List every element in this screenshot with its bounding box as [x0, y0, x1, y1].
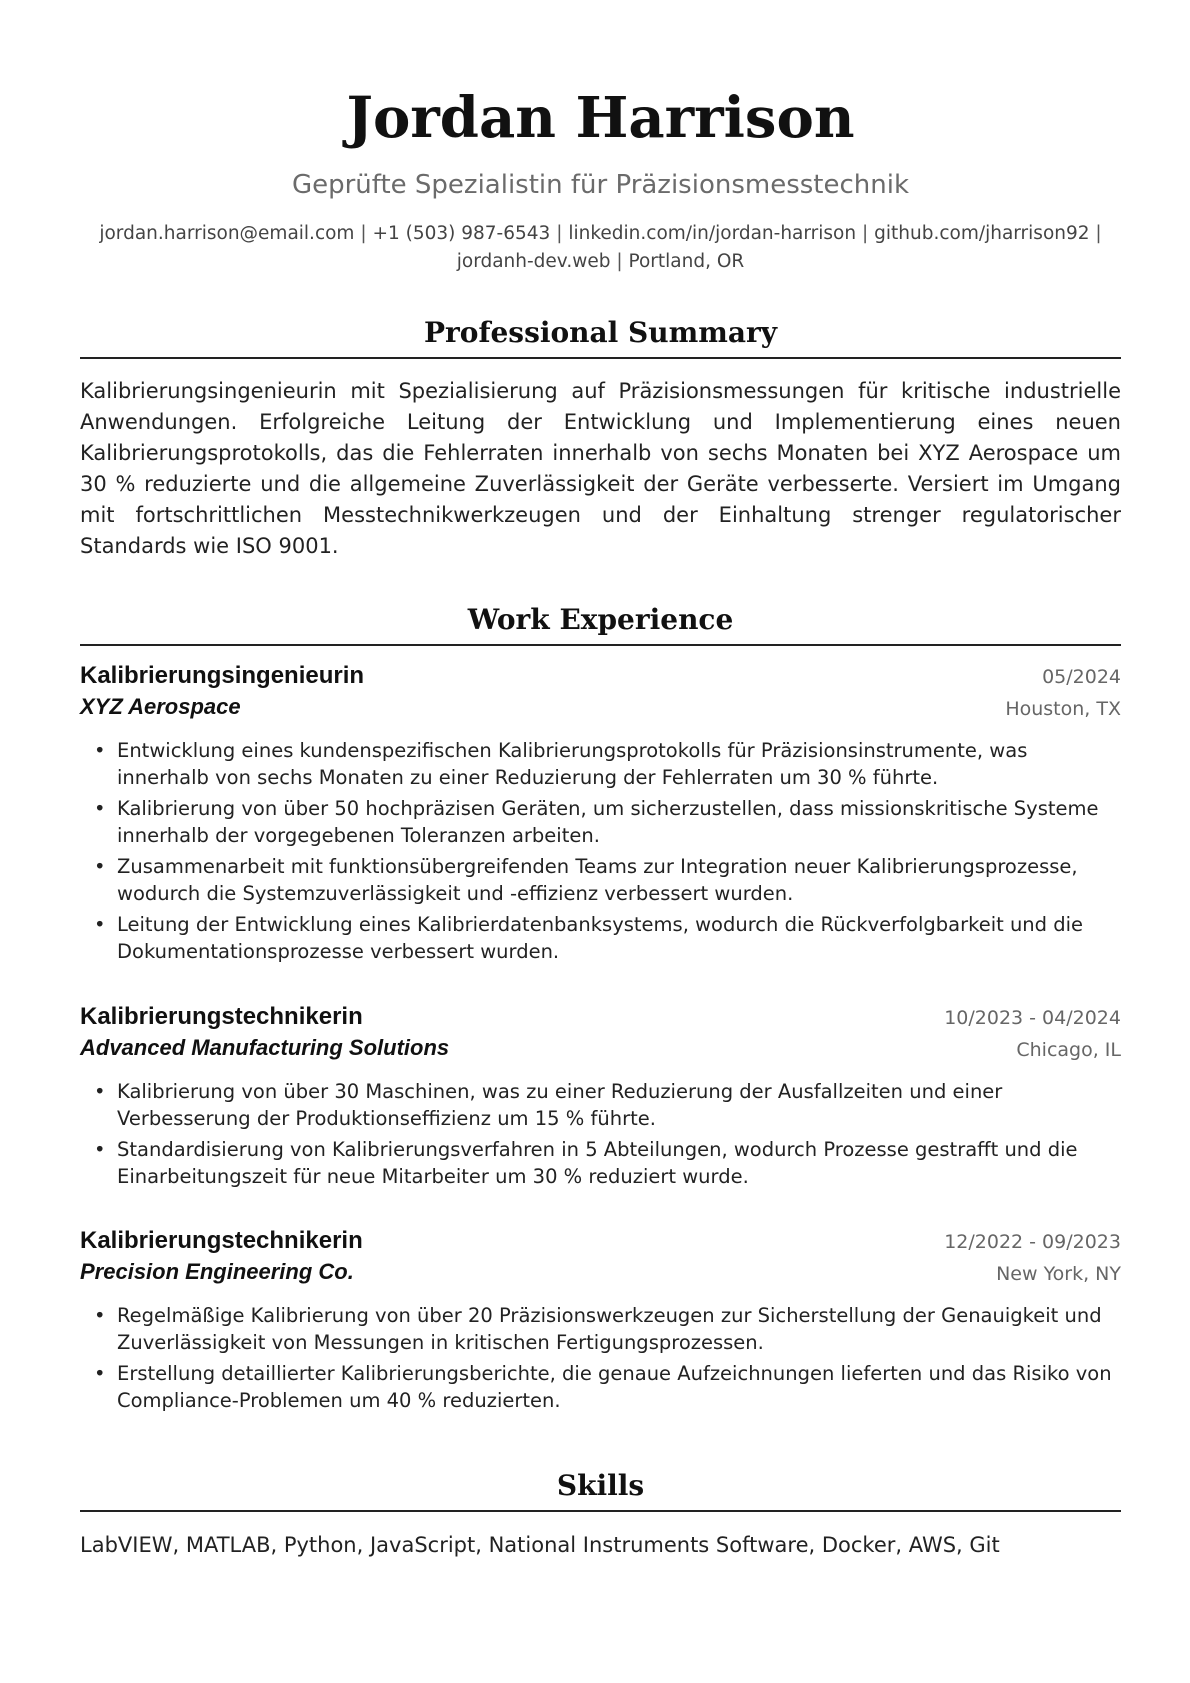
summary-heading: Professional Summary	[423, 316, 778, 349]
bullet-text: Erstellung detaillierter Kalibrierungsberichte, die genaue Aufzeichnungen lieferten und das Risiko von Compliance-Problemen um 40 % reduzierten.	[117, 1362, 1112, 1412]
contact-linkedin[interactable]: linkedin.com/in/jordan-harrison	[568, 223, 857, 244]
job-bullets	[80, 1302, 1121, 1418]
candidate-name: Jordan Harrison	[346, 85, 855, 151]
job-location: Chicago, IL	[1016, 1039, 1121, 1061]
bullet-icon: •	[94, 1304, 106, 1327]
job-company: XYZ Aerospace	[80, 694, 241, 719]
section-divider	[80, 644, 1121, 646]
skills-list: LabVIEW, MATLAB, Python, JavaScript, National Instruments Software, Docker, AWS, Git	[80, 1533, 1000, 1557]
job-title: Kalibrierungstechnikerin	[80, 1227, 363, 1254]
separator: |	[616, 251, 629, 272]
contact-github[interactable]: github.com/jharrison92	[874, 223, 1090, 244]
separator: |	[556, 223, 569, 244]
job-bullets	[80, 737, 1121, 969]
bullet-item	[80, 737, 1121, 791]
job-company: Precision Engineering Co.	[80, 1259, 354, 1284]
bullet-icon: •	[94, 1362, 106, 1385]
bullet-item	[80, 1136, 1121, 1190]
job-bullets	[80, 1078, 1121, 1194]
bullet-item	[80, 1078, 1121, 1132]
summary-text: Kalibrierungsingenieurin mit Spezialisierung auf Präzisionsmessungen für kritische industrielle Anwendungen. Erfolgreiche Leitung der Entwicklung und Implementierung eines neuen Kalibrierungsprotokolls, das die Fehlerraten innerhalb von sechs Monaten bei XYZ Aerospace um 30 % reduzierte und die allgemeine Zuverlässigkeit der Geräte verbesserte. Versiert im Umgang mit fortschrittlichen Messtechnikwerkzeugen und der Einhaltung strenger regulatorischer Standards wie ISO 9001.	[80, 379, 1121, 558]
bullet-icon: •	[94, 1138, 106, 1161]
bullet-text: Standardisierung von Kalibrierungsverfahren in 5 Abteilungen, wodurch Prozesse gestrafft und die Einarbeitungszeit für neue Mitarbeiter um 30 % reduziert wurde.	[117, 1138, 1078, 1188]
bullet-text: Entwicklung eines kundenspezifischen Kalibrierungsprotokolls für Präzisionsinstrumente, was innerhalb von sechs Monaten zu einer Reduzierung der Fehlerraten um 30 % führte.	[117, 739, 1028, 789]
contact-location: Portland, OR	[628, 251, 745, 272]
job-company: Advanced Manufacturing Solutions	[80, 1035, 450, 1060]
separator: |	[360, 223, 373, 244]
candidate-subtitle: Geprüfte Spezialistin für Präzisionsmesstechnik	[291, 170, 910, 200]
skills-heading: Skills	[556, 1469, 645, 1502]
job-location: Houston, TX	[1005, 698, 1121, 720]
section-divider	[80, 357, 1121, 359]
separator: |	[862, 223, 875, 244]
bullet-icon: •	[94, 913, 106, 936]
bullet-item	[80, 1302, 1121, 1356]
separator: |	[1095, 223, 1102, 244]
bullet-text: Zusammenarbeit mit funktionsübergreifenden Teams zur Integration neuer Kalibrierungsprozesse, wodurch die Systemzuverlässigkeit und -effizienz verbessert wurden.	[117, 855, 1078, 905]
bullet-icon: •	[94, 855, 106, 878]
bullet-item	[80, 911, 1121, 965]
contact-line-2	[80, 248, 1121, 276]
contact-website[interactable]: jordanh-dev.web	[456, 251, 611, 272]
contact-email[interactable]: jordan.harrison@email.com	[99, 223, 355, 244]
job-title: Kalibrierungsingenieurin	[80, 662, 365, 689]
job-title: Kalibrierungstechnikerin	[80, 1003, 363, 1030]
section-divider	[80, 1510, 1121, 1512]
job-date: 10/2023 - 04/2024	[944, 1007, 1121, 1029]
bullet-text: Regelmäßige Kalibrierung von über 20 Präzisionswerkzeugen zur Sicherstellung der Genauigkeit und Zuverlässigkeit von Messungen in kritischen Fertigungsprozessen.	[117, 1304, 1102, 1354]
job-date: 12/2022 - 09/2023	[944, 1231, 1121, 1253]
bullet-icon: •	[94, 1080, 106, 1103]
bullet-item	[80, 1360, 1121, 1414]
bullet-text: Leitung der Entwicklung eines Kalibrierdatenbanksystems, wodurch die Rückverfolgbarkeit und die Dokumentationsprozesse verbessert wurden.	[117, 913, 1084, 963]
job-date: 05/2024	[1042, 666, 1121, 688]
bullet-item	[80, 853, 1121, 907]
bullet-icon: •	[94, 797, 106, 820]
contact-phone[interactable]: +1 (503) 987-6543	[372, 223, 551, 244]
contact-line-1	[80, 220, 1121, 248]
experience-heading: Work Experience	[467, 603, 734, 636]
bullet-icon: •	[94, 739, 106, 762]
bullet-text: Kalibrierung von über 50 hochpräzisen Geräten, um sicherzustellen, dass missionskritische Systeme innerhalb der vorgegebenen Toleranzen arbeiten.	[117, 797, 1099, 847]
contact-info	[80, 220, 1121, 276]
bullet-item	[80, 795, 1121, 849]
bullet-text: Kalibrierung von über 30 Maschinen, was zu einer Reduzierung der Ausfallzeiten und einer Verbesserung der Produktionseffizienz um 15 % führte.	[117, 1080, 1003, 1130]
job-location: New York, NY	[996, 1263, 1121, 1285]
